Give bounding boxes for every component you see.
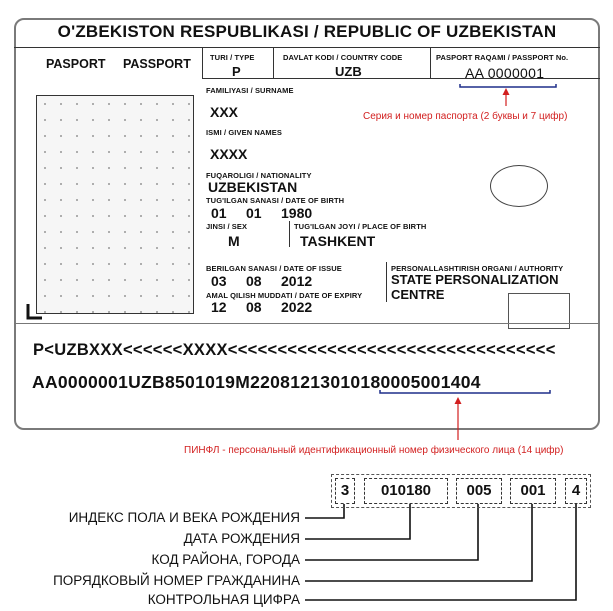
expiry-day: 12 xyxy=(211,299,227,315)
expiry-year: 2022 xyxy=(281,299,313,315)
connector-line xyxy=(305,498,532,581)
issue-date-label: BERILGAN SANASI / DATE OF ISSUE xyxy=(206,264,342,273)
breakdown-caption: ПОРЯДКОВЫЙ НОМЕР ГРАЖДАНИНА xyxy=(53,573,300,588)
connector-line xyxy=(305,498,576,600)
place-of-birth-label: TUG'ILGAN JOYI / PLACE OF BIRTH xyxy=(294,222,427,231)
surname-label: FAMILIYASI / SURNAME xyxy=(206,86,294,95)
expiry-date-label: AMAL QILISH MUDDATI / DATE OF EXPIRY xyxy=(206,291,363,300)
pinfl-segment: 3 xyxy=(335,478,355,504)
given-names-value: XXXX xyxy=(210,146,248,162)
surname-value: XXX xyxy=(210,104,239,120)
passport-header-title: O'ZBEKISTON RESPUBLIKASI / REPUBLIC OF UZBEKISTAN xyxy=(57,22,557,41)
hologram-oval xyxy=(490,165,548,207)
given-names-label: ISMI / GIVEN NAMES xyxy=(206,128,282,137)
sex-value: M xyxy=(228,233,240,249)
nationality-value: UZBEKISTAN xyxy=(208,179,298,195)
divider xyxy=(386,262,387,302)
breakdown-caption: КОНТРОЛЬНАЯ ЦИФРА xyxy=(147,592,300,607)
divider xyxy=(273,48,274,78)
type-label: TURI / TYPE xyxy=(210,53,255,62)
dob-label: TUG'ILGAN SANASI / DATE OF BIRTH xyxy=(206,196,345,205)
mrz-divider xyxy=(14,323,600,324)
country-code-value: UZB xyxy=(335,64,362,79)
header-divider xyxy=(14,47,600,48)
issue-day: 03 xyxy=(211,273,227,289)
breakdown-caption: ДАТА РОЖДЕНИЯ xyxy=(183,531,300,546)
photo-placeholder xyxy=(36,95,194,314)
mrz-line-2: AA0000001UZB8501019M2208121301018000500140​4 xyxy=(32,372,481,392)
passport-number-value: AA 0000001 xyxy=(465,65,545,81)
mrz-line-1: P<UZBXXX<<<<<<XXXX<<<<<<<<<<<<<<<<<<<<<<<<<<<<<<<<< xyxy=(33,341,556,359)
authority-label: PERSONALLASHTIRISH ORGANI / AUTHORITY xyxy=(391,264,564,273)
sex-label: JINSI / SEX xyxy=(206,222,248,231)
passport-number-label: PASPORT RAQAMI / PASSPORT No. xyxy=(436,53,569,62)
pinfl-annotation: ПИНФЛ - персональный идентификационный номер физического лица (14 цифр) xyxy=(184,445,564,456)
authority-line2: CENTRE xyxy=(391,287,445,302)
dob-day: 01 xyxy=(211,205,227,221)
pinfl-segment: 4 xyxy=(565,478,587,504)
nationality-label: FUQAROLIGI / NATIONALITY xyxy=(206,171,312,180)
pinfl-segment: 001 xyxy=(510,478,556,504)
doc-label-uz: PASPORT xyxy=(46,57,106,71)
expiry-month: 08 xyxy=(246,299,262,315)
breakdown-caption: КОД РАЙОНА, ГОРОДА xyxy=(151,552,300,567)
pinfl-segment: 010180 xyxy=(364,478,448,504)
divider xyxy=(289,221,290,247)
type-value: P xyxy=(232,64,241,79)
authority-line1: STATE PERSONALIZATION xyxy=(391,272,559,287)
place-of-birth-value: TASHKENT xyxy=(300,233,376,249)
issue-year: 2012 xyxy=(281,273,313,289)
divider xyxy=(430,48,431,78)
country-code-label: DAVLAT KODI / COUNTRY CODE xyxy=(283,53,403,62)
dob-month: 01 xyxy=(246,205,262,221)
doc-label-en: PASSPORT xyxy=(123,57,191,71)
pinfl-segment: 005 xyxy=(456,478,502,504)
issue-month: 08 xyxy=(246,273,262,289)
breakdown-caption: ИНДЕКС ПОЛА И ВЕКА РОЖДЕНИЯ xyxy=(68,510,300,525)
divider xyxy=(202,48,203,78)
dob-year: 1980 xyxy=(281,205,313,221)
passport-number-annotation: Серия и номер паспорта (2 буквы и 7 цифр) xyxy=(363,111,568,122)
